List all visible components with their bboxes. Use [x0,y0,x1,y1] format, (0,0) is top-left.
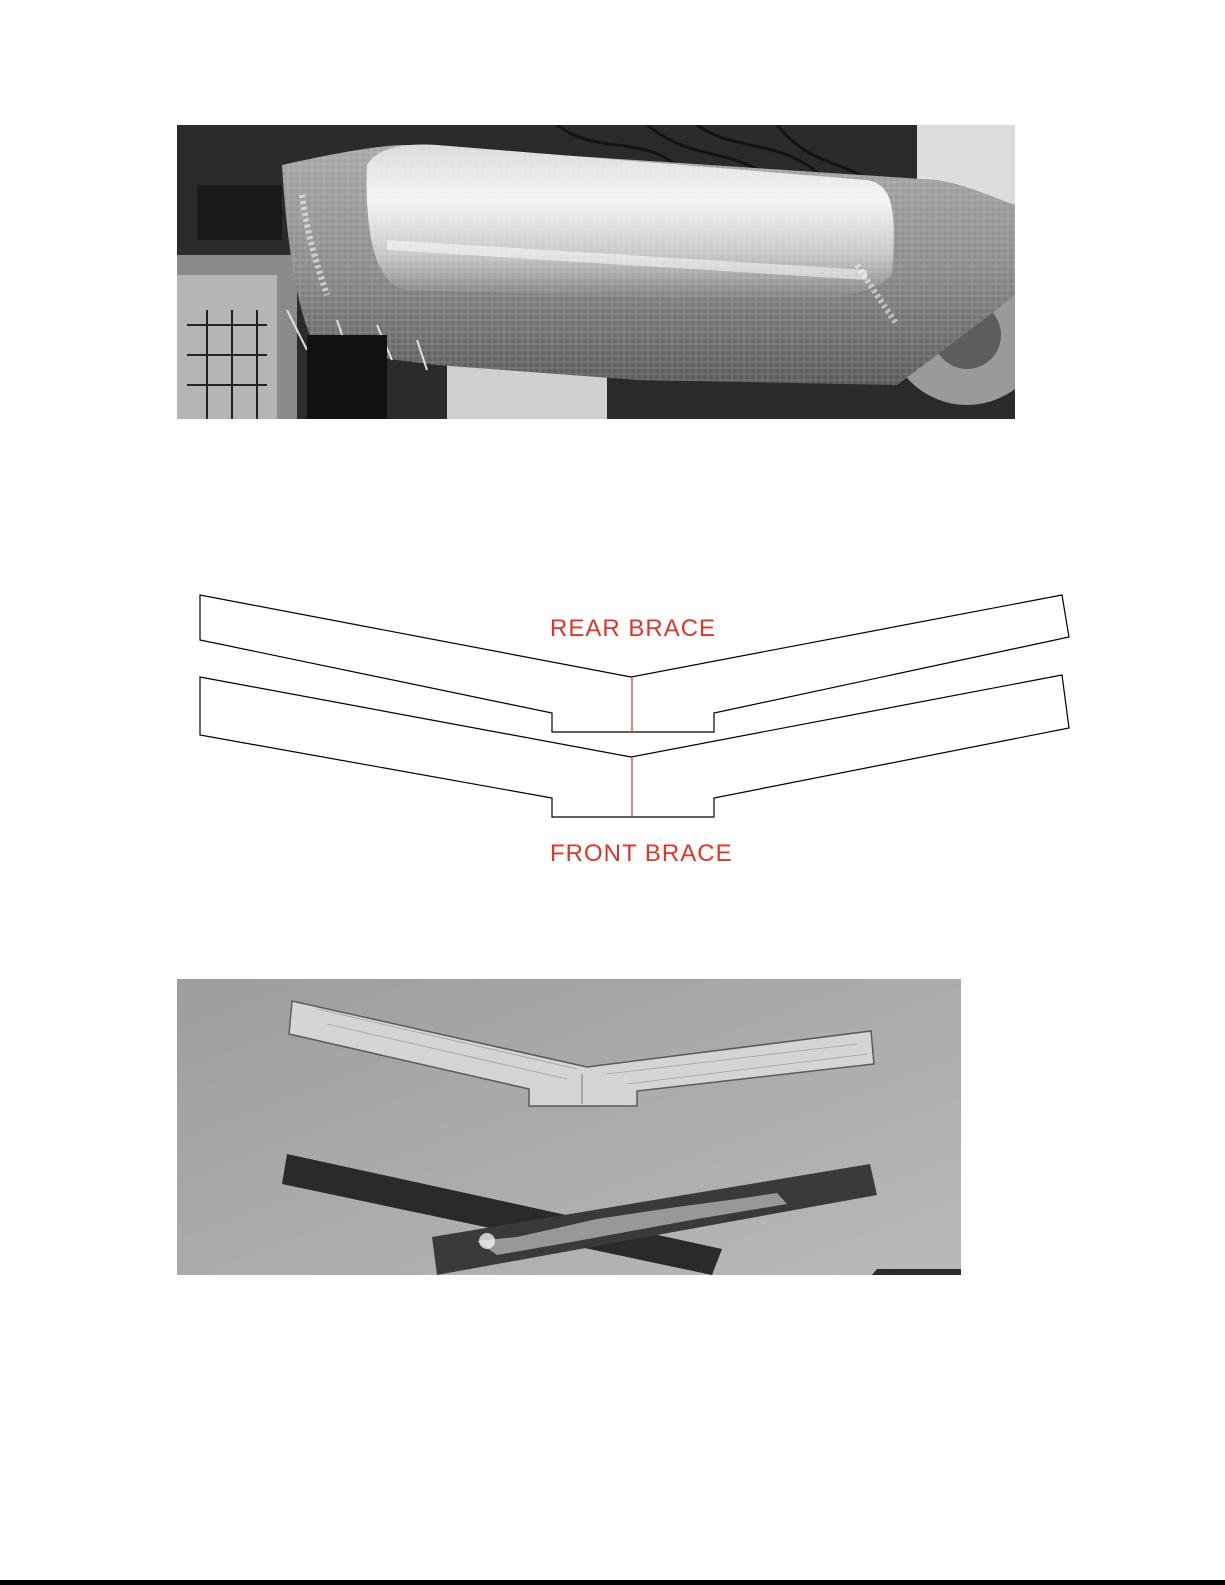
brace-diagram [180,585,1080,875]
brace-blanks-photo [177,979,961,1275]
page-bottom-rule [0,1580,1225,1585]
photo-icon [177,979,961,1275]
rear-brace-label: REAR BRACE [550,615,717,642]
front-brace-outline [200,675,1069,817]
front-brace-label: FRONT BRACE [550,840,733,867]
fiberglass-layup-photo [177,125,1015,419]
photo-icon [177,125,1015,419]
